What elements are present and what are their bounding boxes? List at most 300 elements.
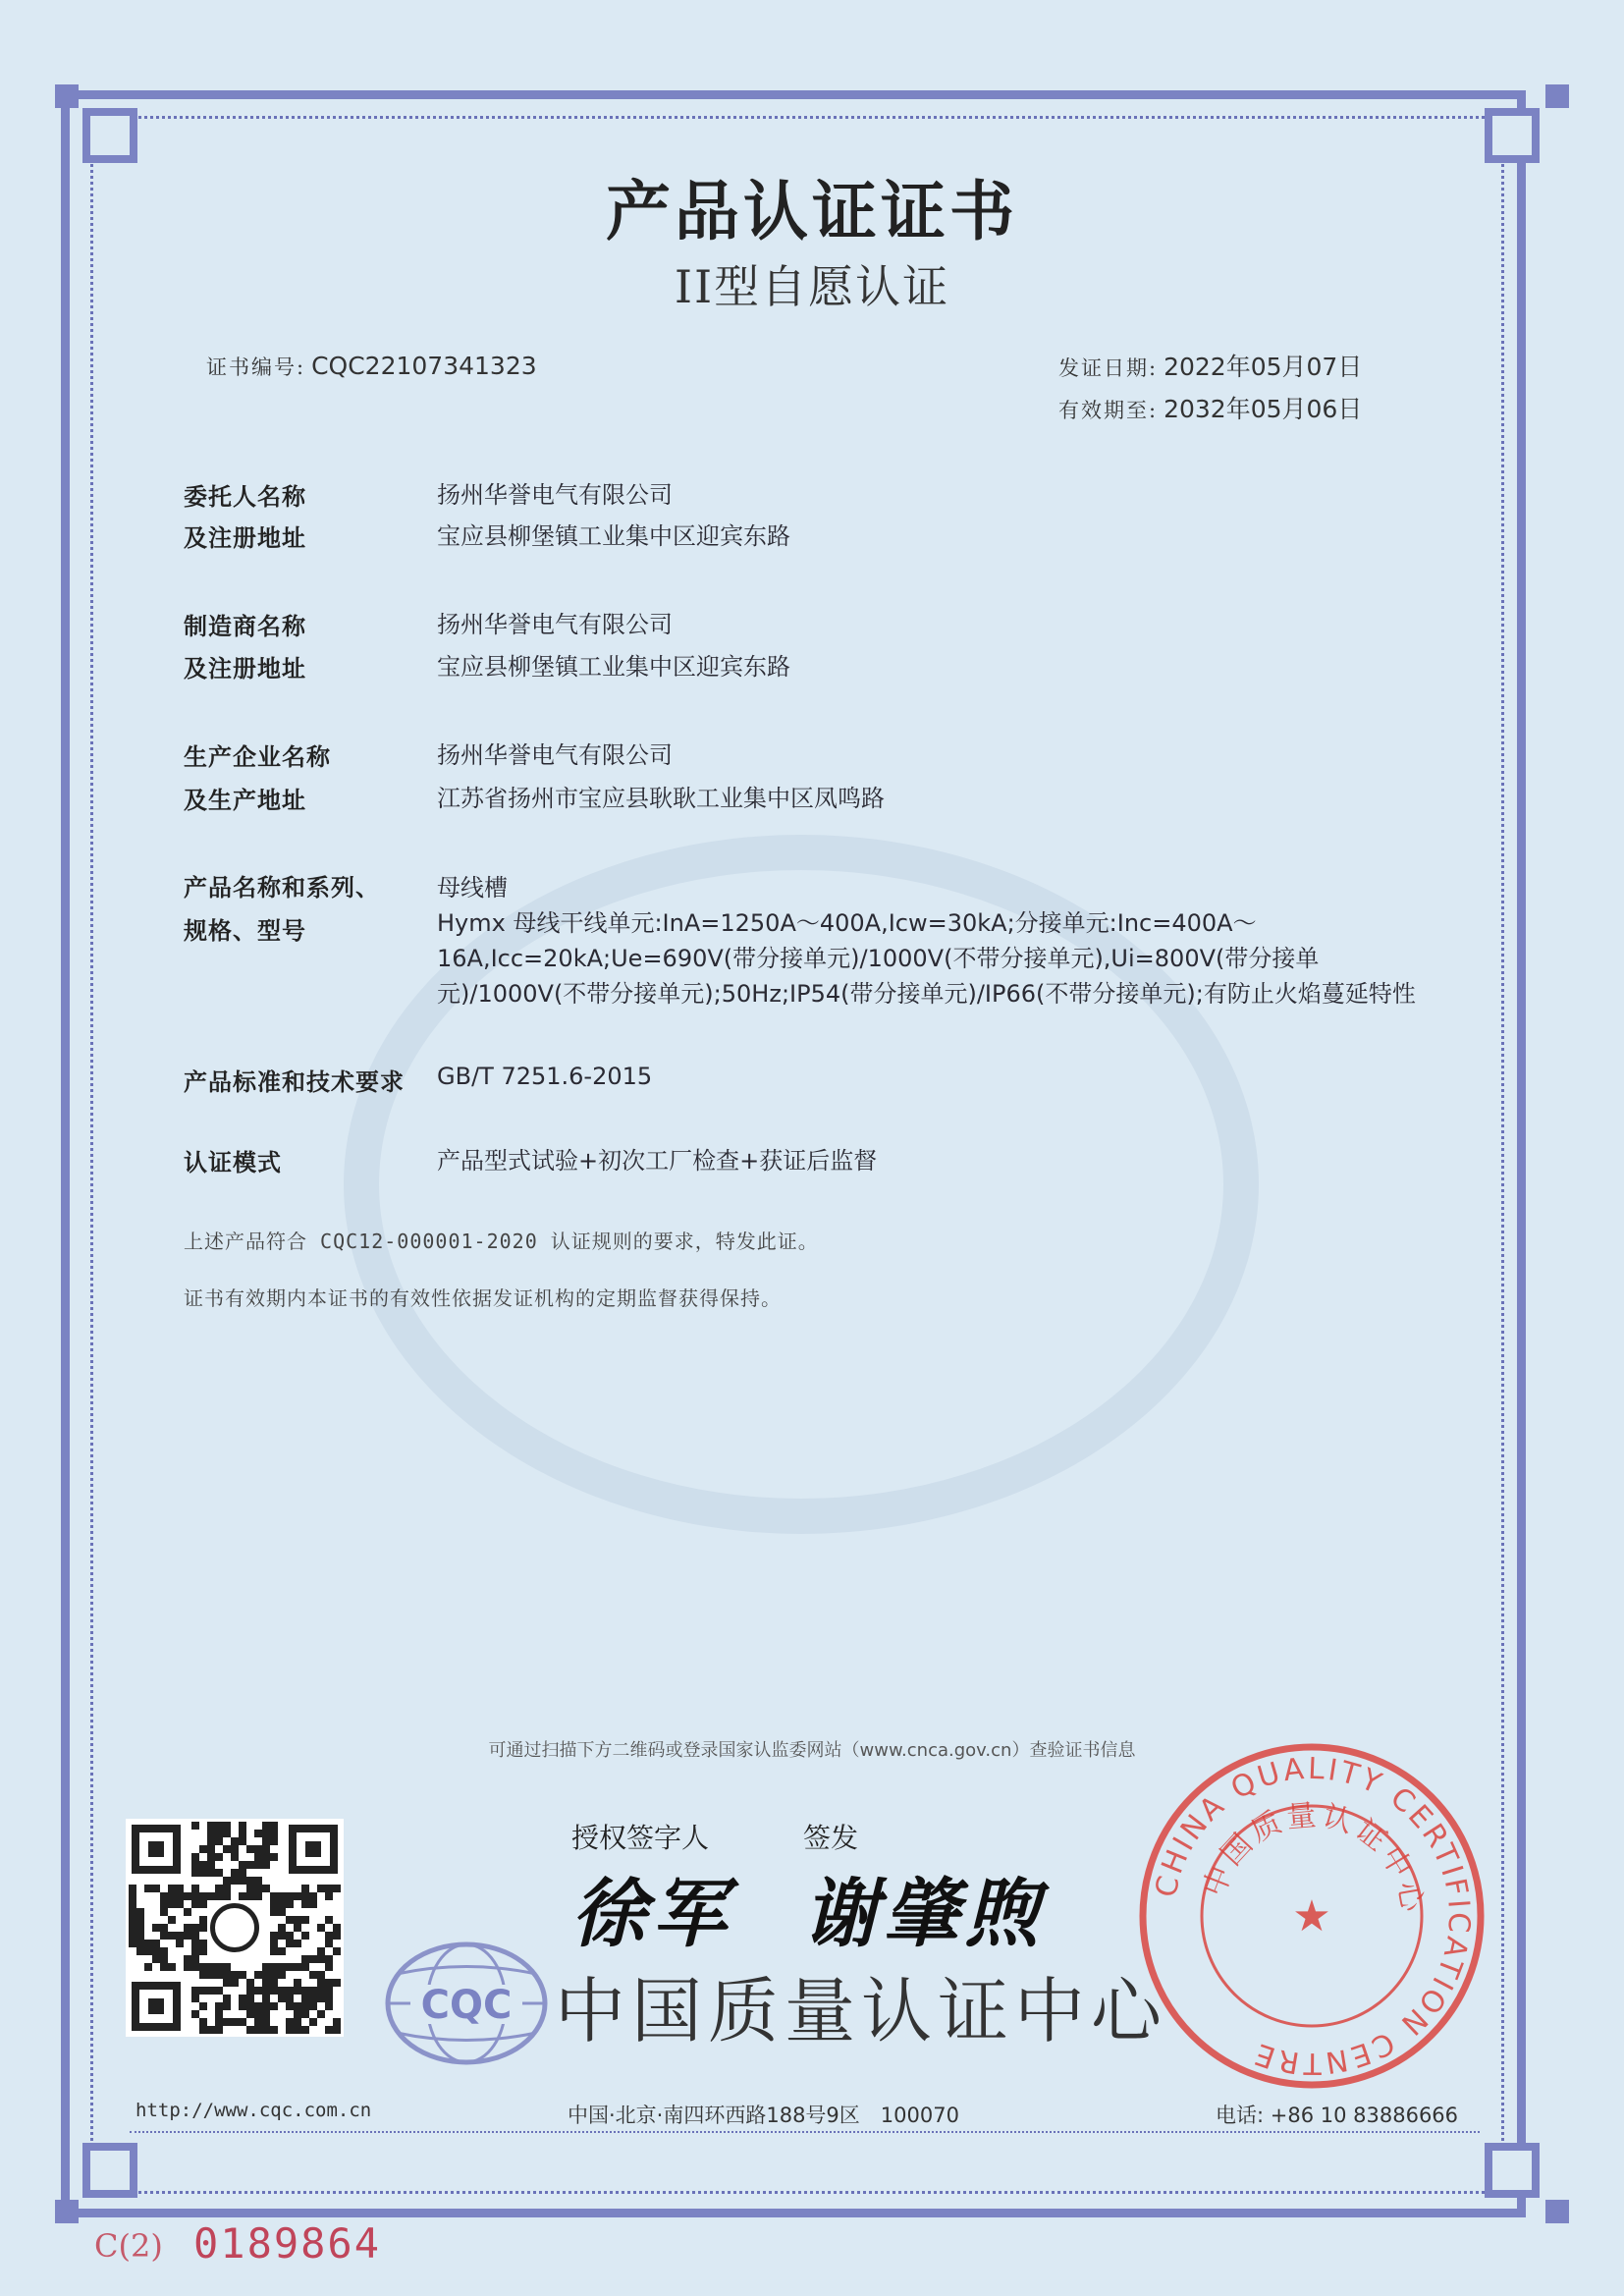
qr-module xyxy=(262,1830,270,1837)
qr-module xyxy=(215,2018,223,2026)
qr-module xyxy=(152,1885,160,1892)
qr-module xyxy=(231,2018,239,2026)
product-label: 产品名称和系列、 xyxy=(184,874,380,902)
qr-module xyxy=(270,1830,278,1837)
qr-module xyxy=(191,1861,199,1869)
qr-module xyxy=(168,1932,176,1940)
qr-module xyxy=(136,1916,144,1924)
qr-module xyxy=(199,1900,207,1908)
corner-square xyxy=(1545,2200,1569,2223)
verification-instructions: 可通过扫描下方二维码或登录国家认监委网站（www.cnca.gov.cn）查验证书信息 xyxy=(488,1740,1136,1761)
qr-module xyxy=(278,1995,286,2002)
qr-module xyxy=(317,1924,325,1932)
qr-module xyxy=(215,1853,223,1861)
qr-module xyxy=(254,1885,262,1892)
qr-module xyxy=(317,1947,325,1955)
mode-label: 认证模式 xyxy=(184,1149,282,1176)
qr-module xyxy=(152,1955,160,1963)
qr-module xyxy=(239,1971,246,1979)
qr-module xyxy=(231,1837,239,1845)
qr-module xyxy=(278,1892,286,1900)
qr-module xyxy=(239,1995,246,2002)
qr-module xyxy=(168,1900,176,1908)
qr-module xyxy=(176,1885,184,1892)
qr-module xyxy=(129,1932,136,1940)
qr-module xyxy=(278,1924,286,1932)
qr-module xyxy=(223,2002,231,2010)
qr-module xyxy=(184,1932,191,1940)
qr-module xyxy=(223,1830,231,1837)
qr-module xyxy=(262,2002,270,2010)
qr-module xyxy=(207,1837,215,1845)
qr-module xyxy=(301,1963,309,1971)
qr-module xyxy=(325,1987,333,1995)
corner-notch xyxy=(1485,2143,1540,2198)
qr-module xyxy=(144,1885,152,1892)
qr-module xyxy=(199,1947,207,1955)
qr-module xyxy=(152,1947,160,1955)
authorized-signatory-label: 授权签字人 xyxy=(571,1822,710,1854)
qr-module xyxy=(160,1892,168,1900)
qr-module xyxy=(191,1885,199,1892)
qr-module xyxy=(262,1971,270,1979)
qr-module xyxy=(309,1892,317,1900)
qr-module xyxy=(239,1892,246,1900)
qr-module xyxy=(199,2002,207,2010)
qr-module xyxy=(191,1900,199,1908)
seal-inner-text: 中国质量认证中心 xyxy=(1197,1797,1431,1918)
qr-module xyxy=(246,1987,254,1995)
qr-module xyxy=(199,1861,207,1869)
qr-module xyxy=(317,1971,325,1979)
expiry-date-value: 2032年05月06日 xyxy=(1164,395,1363,423)
cqc-logo-text: CQC xyxy=(420,1983,513,2028)
qr-module xyxy=(325,2026,333,2034)
cert-number xyxy=(206,352,537,381)
qr-module xyxy=(191,1987,199,1995)
qr-module xyxy=(246,1892,254,1900)
qr-module xyxy=(129,1892,136,1900)
qr-module xyxy=(231,1869,239,1877)
qr-module xyxy=(168,1916,176,1924)
qr-module xyxy=(223,1995,231,2002)
qr-module xyxy=(129,1940,136,1947)
qr-module xyxy=(246,1845,254,1853)
qr-module xyxy=(286,2026,294,2034)
qr-module xyxy=(223,2018,231,2026)
qr-module xyxy=(231,1845,239,1853)
qr-module xyxy=(231,1877,239,1885)
qr-module xyxy=(309,1900,317,1908)
qr-module xyxy=(309,1987,317,1995)
qr-module xyxy=(317,1987,325,1995)
validity-note: 证书有效期内本证书的有效性依据发证机构的定期监督获得保持。 xyxy=(184,1286,782,1310)
qr-module xyxy=(207,1845,215,1853)
qr-module xyxy=(254,1877,262,1885)
qr-module xyxy=(325,1916,333,1924)
qr-module xyxy=(223,1963,231,1971)
qr-module xyxy=(270,1837,278,1845)
qr-module xyxy=(191,1947,199,1955)
qr-module xyxy=(270,1971,278,1979)
client-address: 宝应县柳堡镇工业集中区迎宾东路 xyxy=(437,522,790,550)
qr-module xyxy=(207,1861,215,1869)
qr-module xyxy=(246,1979,254,1987)
qr-module xyxy=(199,1940,207,1947)
qr-module xyxy=(231,1971,239,1979)
qr-module xyxy=(294,1924,301,1932)
qr-module xyxy=(333,1947,341,1955)
qr-module xyxy=(309,1971,317,1979)
qr-module xyxy=(286,2002,294,2010)
qr-module xyxy=(254,1892,262,1900)
qr-module xyxy=(168,1963,176,1971)
serial-prefix: C(2) xyxy=(94,2227,163,2265)
qr-module xyxy=(231,1979,239,1987)
qr-module xyxy=(262,1822,270,1830)
qr-module xyxy=(160,1932,168,1940)
qr-module xyxy=(333,2018,341,2026)
qr-module xyxy=(333,2026,341,2034)
qr-module xyxy=(270,2026,278,2034)
qr-module xyxy=(325,1940,333,1947)
qr-module xyxy=(270,1947,278,1955)
qr-module xyxy=(325,2002,333,2010)
qr-module xyxy=(246,2026,254,2034)
qr-module xyxy=(215,1822,223,1830)
qr-module xyxy=(231,1853,239,1861)
qr-module xyxy=(199,2018,207,2026)
qr-module xyxy=(207,1830,215,1837)
qr-module xyxy=(152,1940,160,1947)
corner-notch xyxy=(1485,108,1540,163)
qr-module xyxy=(184,1955,191,1963)
factory-address-label: 及生产地址 xyxy=(184,787,306,814)
qr-module xyxy=(301,1955,309,1963)
qr-module xyxy=(215,1971,223,1979)
qr-module xyxy=(262,1963,270,1971)
qr-module xyxy=(301,1995,309,2002)
qr-code[interactable] xyxy=(126,1819,344,2037)
qr-module xyxy=(223,1885,231,1892)
qr-module xyxy=(207,1869,215,1877)
qr-module xyxy=(239,1830,246,1837)
serial-number: 0189864 xyxy=(193,2219,382,2268)
manufacturer-address: 宝应县柳堡镇工业集中区迎宾东路 xyxy=(437,653,790,681)
manufacturer-label: 制造商名称 xyxy=(184,613,306,640)
qr-module xyxy=(207,1822,215,1830)
qr-module xyxy=(325,1963,333,1971)
qr-module xyxy=(160,1963,168,1971)
qr-module xyxy=(286,1940,294,1947)
qr-module xyxy=(301,1885,309,1892)
factory-name: 扬州华誉电气有限公司 xyxy=(437,741,673,769)
qr-module xyxy=(294,2026,301,2034)
qr-module xyxy=(325,1955,333,1963)
factory-label: 生产企业名称 xyxy=(184,743,331,771)
qr-module xyxy=(239,2018,246,2026)
compliance-note: 上述产品符合 CQC12-000001-2020 认证规则的要求，特发此证。 xyxy=(184,1230,819,1253)
qr-module xyxy=(160,1924,168,1932)
product-name: 母线槽 xyxy=(437,874,508,902)
qr-module xyxy=(309,2018,317,2026)
qr-module xyxy=(215,1963,223,1971)
qr-module xyxy=(286,1900,294,1908)
issuer-label: 签发 xyxy=(803,1822,859,1854)
qr-module xyxy=(215,1885,223,1892)
qr-module xyxy=(333,1885,341,1892)
qr-module xyxy=(278,1987,286,1995)
qr-finder xyxy=(289,1825,338,1874)
qr-module xyxy=(223,1877,231,1885)
product-spec-line: Hymx 母线干线单元:InA=1250A～400A,Icw=30kA;分接单元:Inc=400A～ xyxy=(437,909,1257,937)
qr-module xyxy=(270,1900,278,1908)
manufacturer-address-label: 及注册地址 xyxy=(184,655,306,683)
issue-date-value: 2022年05月07日 xyxy=(1164,353,1363,381)
qr-module xyxy=(286,1987,294,1995)
qr-module xyxy=(294,1987,301,1995)
qr-module xyxy=(184,1963,191,1971)
qr-module xyxy=(191,1955,199,1963)
qr-module xyxy=(294,2010,301,2018)
qr-module xyxy=(309,1995,317,2002)
qr-module xyxy=(278,1900,286,1908)
qr-module xyxy=(301,1916,309,1924)
qr-module xyxy=(262,1845,270,1853)
qr-module xyxy=(294,1892,301,1900)
qr-module xyxy=(191,2010,199,2018)
qr-module xyxy=(129,1908,136,1916)
qr-module xyxy=(301,1987,309,1995)
qr-module xyxy=(301,2026,309,2034)
qr-module xyxy=(254,1861,262,1869)
qr-module xyxy=(254,2010,262,2018)
qr-module xyxy=(262,2026,270,2034)
qr-module xyxy=(278,1971,286,1979)
qr-module xyxy=(254,1971,262,1979)
qr-module xyxy=(199,1971,207,1979)
qr-module xyxy=(176,1932,184,1940)
client-address-label: 及注册地址 xyxy=(184,524,306,552)
qr-module xyxy=(239,1822,246,1830)
product-spec-line: 元)/1000V(不带分接单元);50Hz;IP54(带分接单元)/IP66(不带分接单元);有防止火焰蔓延特性 xyxy=(437,980,1416,1008)
qr-module xyxy=(301,1892,309,1900)
standard-label: 产品标准和技术要求 xyxy=(184,1068,405,1096)
qr-module xyxy=(191,1892,199,1900)
qr-module xyxy=(246,2010,254,2018)
cqc-logo xyxy=(383,1940,550,2067)
qr-module xyxy=(207,1853,215,1861)
corner-square xyxy=(55,2200,79,2223)
qr-module xyxy=(239,1861,246,1869)
qr-module xyxy=(136,1932,144,1940)
issue-date-label: 发证日期: xyxy=(1058,356,1159,380)
qr-module xyxy=(129,1924,136,1932)
qr-module xyxy=(176,1900,184,1908)
qr-module xyxy=(184,1892,191,1900)
qr-module xyxy=(191,1963,199,1971)
qr-module xyxy=(333,1932,341,1940)
qr-module xyxy=(309,2002,317,2010)
client-label: 委托人名称 xyxy=(184,483,306,511)
qr-module xyxy=(278,1963,286,1971)
qr-module xyxy=(246,1995,254,2002)
qr-module xyxy=(136,1924,144,1932)
footer-divider xyxy=(130,2131,1480,2133)
certificate-subtitle: II型自愿认证 xyxy=(674,260,950,313)
qr-module xyxy=(207,1971,215,1979)
qr-module xyxy=(215,1869,223,1877)
qr-module xyxy=(294,1916,301,1924)
qr-module xyxy=(286,1892,294,1900)
qr-module xyxy=(184,1908,191,1916)
qr-module xyxy=(254,2018,262,2026)
qr-module xyxy=(301,1932,309,1940)
footer-address: 中国·北京·南四环西路188号9区 100070 xyxy=(568,2104,959,2127)
qr-module xyxy=(317,1955,325,1963)
qr-module xyxy=(317,1885,325,1892)
qr-module xyxy=(262,1979,270,1987)
qr-module xyxy=(144,1963,152,1971)
qr-module xyxy=(294,1940,301,1947)
qr-module xyxy=(160,1900,168,1908)
qr-module xyxy=(317,1979,325,1987)
qr-module xyxy=(294,2002,301,2010)
qr-module xyxy=(129,1916,136,1924)
qr-module xyxy=(325,1892,333,1900)
qr-module xyxy=(294,1979,301,1987)
qr-module xyxy=(191,1940,199,1947)
qr-module xyxy=(239,1837,246,1845)
seal-star: ★ xyxy=(1292,1891,1331,1941)
qr-module xyxy=(254,1987,262,1995)
qr-module xyxy=(262,1853,270,1861)
qr-module xyxy=(254,2002,262,2010)
seal-outer-text: CHINA QUALITY CERTIFICATION CENTRE xyxy=(1149,1751,1477,2081)
qr-module xyxy=(270,2002,278,2010)
qr-module xyxy=(223,1845,231,1853)
qr-module xyxy=(294,2018,301,2026)
qr-module xyxy=(184,1924,191,1932)
qr-module xyxy=(262,2010,270,2018)
qr-module xyxy=(278,1908,286,1916)
footer-website[interactable]: http://www.cqc.com.cn xyxy=(135,2100,372,2121)
qr-module xyxy=(246,1861,254,1869)
qr-module xyxy=(286,2018,294,2026)
qr-module xyxy=(191,1822,199,1830)
qr-module xyxy=(191,1924,199,1932)
qr-module xyxy=(286,1932,294,1940)
factory-address: 江苏省扬州市宝应县耿耿工业集中区凤鸣路 xyxy=(437,785,885,812)
qr-module xyxy=(262,1995,270,2002)
qr-module xyxy=(215,2026,223,2034)
qr-module xyxy=(215,1892,223,1900)
qr-module xyxy=(136,1908,144,1916)
qr-module xyxy=(301,2010,309,2018)
qr-module xyxy=(262,1861,270,1869)
qr-module xyxy=(136,1947,144,1955)
qr-module xyxy=(294,1963,301,1971)
qr-module xyxy=(254,1830,262,1837)
qr-module xyxy=(286,1916,294,1924)
client-name: 扬州华誉电气有限公司 xyxy=(437,481,673,509)
qr-module xyxy=(325,1885,333,1892)
qr-module xyxy=(176,1892,184,1900)
qr-module xyxy=(223,1979,231,1987)
qr-module xyxy=(270,1979,278,1987)
qr-module xyxy=(215,1837,223,1845)
qr-module xyxy=(144,1947,152,1955)
qr-module xyxy=(270,1892,278,1900)
qr-module xyxy=(239,1877,246,1885)
qr-module xyxy=(199,2026,207,2034)
qr-module xyxy=(129,1900,136,1908)
qr-module xyxy=(223,1822,231,1830)
qr-module xyxy=(207,1892,215,1900)
qr-module xyxy=(278,1947,286,1955)
expiry-date xyxy=(1058,390,1362,425)
qr-module xyxy=(254,2026,262,2034)
qr-module xyxy=(254,1845,262,1853)
qr-module xyxy=(176,1940,184,1947)
corner-square xyxy=(55,84,79,108)
qr-module xyxy=(286,1963,294,1971)
qr-module xyxy=(317,2010,325,2018)
qr-module xyxy=(152,1924,160,1932)
qr-module xyxy=(239,2002,246,2010)
qr-module xyxy=(286,1995,294,2002)
qr-module xyxy=(254,1853,262,1861)
qr-module xyxy=(223,1892,231,1900)
qr-module xyxy=(270,1940,278,1947)
qr-module xyxy=(199,1987,207,1995)
standard-value: GB/T 7251.6-2015 xyxy=(437,1063,653,1090)
qr-module xyxy=(278,1932,286,1940)
qr-module xyxy=(333,1979,341,1987)
cert-number-value: CQC22107341323 xyxy=(311,352,537,380)
qr-module xyxy=(325,1995,333,2002)
certificate-title: 产品认证证书 xyxy=(606,174,1018,249)
qr-module xyxy=(262,2018,270,2026)
footer-phone: 电话: +86 10 83886666 xyxy=(1216,2104,1459,2127)
qr-module xyxy=(160,1908,168,1916)
issuer-signature: 谢肇煦 xyxy=(803,1870,1045,1957)
expiry-date-label: 有效期至: xyxy=(1058,399,1159,422)
qr-module xyxy=(270,1963,278,1971)
cert-number-label: 证书编号: xyxy=(206,355,306,379)
qr-module xyxy=(199,1869,207,1877)
qr-module xyxy=(136,1940,144,1947)
qr-module xyxy=(270,1908,278,1916)
qr-module xyxy=(191,1853,199,1861)
qr-module xyxy=(207,1963,215,1971)
qr-module xyxy=(160,1955,168,1963)
qr-module xyxy=(215,1830,223,1837)
product-spec-line: 16A,Icc=20kA;Ue=690V(带分接单元)/1000V(不带分接单元),Ui=800V(带分接单 xyxy=(437,945,1320,972)
qr-module xyxy=(270,1822,278,1830)
corner-notch xyxy=(82,108,137,163)
qr-module xyxy=(270,1853,278,1861)
qr-module xyxy=(262,1837,270,1845)
corner-square xyxy=(1545,84,1569,108)
qr-finder xyxy=(132,1825,181,1874)
official-seal xyxy=(1134,1738,1489,2094)
mode-value: 产品型式试验+初次工厂检查+获证后监督 xyxy=(437,1147,878,1175)
qr-module xyxy=(246,1885,254,1892)
qr-module xyxy=(199,1916,207,1924)
qr-module xyxy=(207,2026,215,2034)
manufacturer-name: 扬州华誉电气有限公司 xyxy=(437,611,673,638)
